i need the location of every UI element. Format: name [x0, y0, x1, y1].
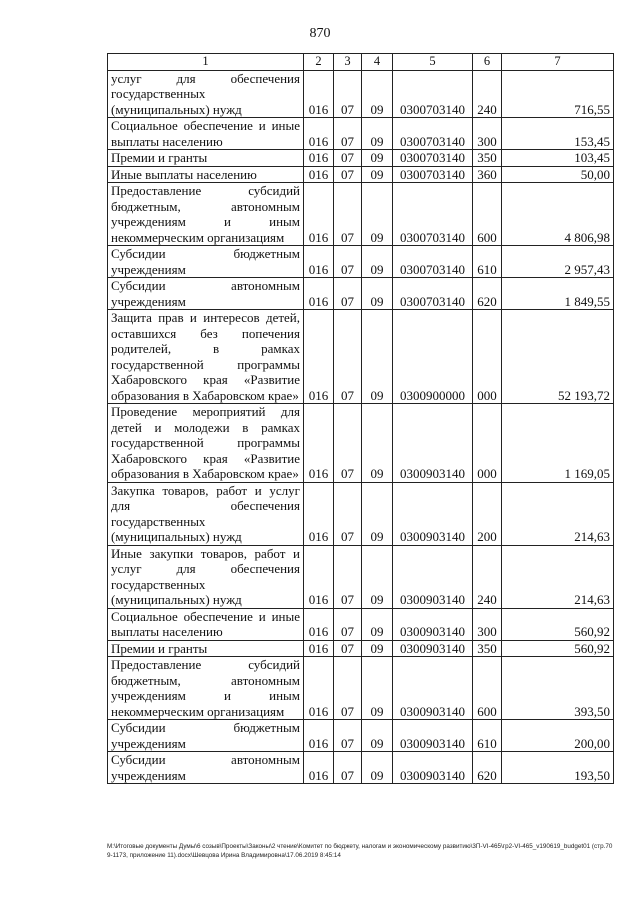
row-section: 07: [334, 70, 362, 118]
row-target-code: 0300703140: [393, 118, 473, 150]
row-target-code: 0300703140: [393, 183, 473, 246]
row-amount: 4 806,98: [502, 183, 614, 246]
row-expense-type: 000: [473, 404, 502, 483]
header-col-2: 2: [304, 54, 334, 71]
row-expense-type: 610: [473, 246, 502, 278]
table-row: [108, 608, 614, 640]
table-row: [108, 246, 614, 278]
row-section: 07: [334, 404, 362, 483]
row-amount: 393,50: [502, 657, 614, 720]
budget-table: [107, 53, 614, 784]
file-path-footer: M:\Итоговые документы Думы\6 созыв\Проекты\Законы\2 чтение\Комитет по бюджету, налогам и экономическому развитию\3П-VI-465\гр2-VI-465_v190619_budget01 (стр.709-1173, приложение 11).docx\Шевцова Ирина Владимировна\17.06.2019 8:45:14: [107, 843, 613, 859]
row-expense-type: 620: [473, 752, 502, 784]
row-target-code: 0300703140: [393, 166, 473, 183]
row-section: 07: [334, 608, 362, 640]
row-ministry: 016: [304, 482, 334, 545]
row-amount: 153,45: [502, 118, 614, 150]
row-subsection: 09: [362, 752, 393, 784]
row-ministry: 016: [304, 166, 334, 183]
row-ministry: 016: [304, 752, 334, 784]
row-target-code: 0300703140: [393, 278, 473, 310]
row-subsection: 09: [362, 640, 393, 657]
row-subsection: 09: [362, 545, 393, 608]
table-row: [108, 278, 614, 310]
row-section: 07: [334, 166, 362, 183]
row-target-code: 0300903140: [393, 608, 473, 640]
row-section: 07: [334, 482, 362, 545]
row-expense-type: 000: [473, 310, 502, 404]
row-ministry: 016: [304, 545, 334, 608]
row-subsection: 09: [362, 608, 393, 640]
row-amount: 1 849,55: [502, 278, 614, 310]
row-name: Иные закупки товаров, работ и услуг для обеспечения государственных (муниципальных) нужд: [108, 545, 304, 608]
row-amount: 103,45: [502, 150, 614, 167]
row-section: 07: [334, 278, 362, 310]
header-col-4: 4: [362, 54, 393, 71]
row-amount: 1 169,05: [502, 404, 614, 483]
row-target-code: 0300903140: [393, 640, 473, 657]
row-ministry: 016: [304, 70, 334, 118]
row-expense-type: 300: [473, 118, 502, 150]
row-expense-type: 360: [473, 166, 502, 183]
row-section: 07: [334, 310, 362, 404]
row-subsection: 09: [362, 70, 393, 118]
row-target-code: 0300903140: [393, 545, 473, 608]
row-amount: 716,55: [502, 70, 614, 118]
table-row: [108, 404, 614, 483]
header-row: [108, 54, 614, 71]
table-row: [108, 310, 614, 404]
row-name: Субсидии автономным учреждениям: [108, 278, 304, 310]
row-ministry: 016: [304, 640, 334, 657]
row-amount: 560,92: [502, 608, 614, 640]
row-section: 07: [334, 118, 362, 150]
row-amount: 560,92: [502, 640, 614, 657]
row-expense-type: 350: [473, 150, 502, 167]
table-row: [108, 70, 614, 118]
row-ministry: 016: [304, 310, 334, 404]
row-subsection: 09: [362, 482, 393, 545]
page-number: 870: [309, 26, 331, 41]
row-section: 07: [334, 640, 362, 657]
row-name: Закупка товаров, работ и услуг для обеспечения государственных (муниципальных) нужд: [108, 482, 304, 545]
row-ministry: 016: [304, 118, 334, 150]
table-row: [108, 752, 614, 784]
header-col-1: 1: [108, 54, 304, 71]
row-ministry: 016: [304, 278, 334, 310]
row-name: Защита прав и интересов детей, оставшихся без попечения родителей, в рамках государственной программы Хабаровского края «Развитие образования в Хабаровском крае»: [108, 310, 304, 404]
row-expense-type: 240: [473, 70, 502, 118]
row-target-code: 0300900000: [393, 310, 473, 404]
row-target-code: 0300703140: [393, 246, 473, 278]
row-subsection: 09: [362, 118, 393, 150]
row-name: Социальное обеспечение и иные выплаты населению: [108, 608, 304, 640]
table-row: [108, 657, 614, 720]
row-expense-type: 200: [473, 482, 502, 545]
row-amount: 200,00: [502, 720, 614, 752]
row-ministry: 016: [304, 246, 334, 278]
header-col-7: 7: [502, 54, 614, 71]
header-col-6: 6: [473, 54, 502, 71]
row-section: 07: [334, 752, 362, 784]
row-amount: 50,00: [502, 166, 614, 183]
row-ministry: 016: [304, 608, 334, 640]
row-subsection: 09: [362, 404, 393, 483]
row-name: Субсидии бюджетным учреждениям: [108, 720, 304, 752]
table-row: [108, 166, 614, 183]
row-section: 07: [334, 720, 362, 752]
row-name: Иные выплаты населению: [108, 166, 304, 183]
row-target-code: 0300903140: [393, 657, 473, 720]
row-subsection: 09: [362, 246, 393, 278]
row-name: Субсидии бюджетным учреждениям: [108, 246, 304, 278]
table-row: [108, 183, 614, 246]
row-ministry: 016: [304, 657, 334, 720]
row-section: 07: [334, 657, 362, 720]
row-name: услуг для обеспечения государственных (муниципальных) нужд: [108, 70, 304, 118]
row-ministry: 016: [304, 720, 334, 752]
row-name: Предоставление субсидий бюджетным, автономным учреждениям и иным некоммерческим организациям: [108, 657, 304, 720]
row-expense-type: 600: [473, 657, 502, 720]
table-row: [108, 640, 614, 657]
row-ministry: 016: [304, 404, 334, 483]
row-expense-type: 600: [473, 183, 502, 246]
row-target-code: 0300703140: [393, 70, 473, 118]
row-section: 07: [334, 183, 362, 246]
row-expense-type: 240: [473, 545, 502, 608]
row-ministry: 016: [304, 183, 334, 246]
row-subsection: 09: [362, 657, 393, 720]
row-subsection: 09: [362, 150, 393, 167]
row-name: Проведение мероприятий для детей и молодежи в рамках государственной программы Хабаровского края «Развитие образования в Хабаровском крае»: [108, 404, 304, 483]
header-col-5: 5: [393, 54, 473, 71]
row-subsection: 09: [362, 166, 393, 183]
row-expense-type: 300: [473, 608, 502, 640]
table-row: [108, 150, 614, 167]
table-row: [108, 545, 614, 608]
row-ministry: 016: [304, 150, 334, 167]
row-subsection: 09: [362, 278, 393, 310]
row-target-code: 0300903140: [393, 752, 473, 784]
table-row: [108, 118, 614, 150]
row-target-code: 0300703140: [393, 150, 473, 167]
row-subsection: 09: [362, 183, 393, 246]
row-amount: 214,63: [502, 482, 614, 545]
row-amount: 214,63: [502, 545, 614, 608]
row-target-code: 0300903140: [393, 404, 473, 483]
row-name: Премии и гранты: [108, 150, 304, 167]
row-name: Социальное обеспечение и иные выплаты населению: [108, 118, 304, 150]
row-expense-type: 350: [473, 640, 502, 657]
row-section: 07: [334, 545, 362, 608]
row-subsection: 09: [362, 310, 393, 404]
row-amount: 52 193,72: [502, 310, 614, 404]
row-target-code: 0300903140: [393, 720, 473, 752]
row-name: Субсидии автономным учреждениям: [108, 752, 304, 784]
row-amount: 2 957,43: [502, 246, 614, 278]
row-section: 07: [334, 150, 362, 167]
row-subsection: 09: [362, 720, 393, 752]
header-col-3: 3: [334, 54, 362, 71]
table-row: [108, 720, 614, 752]
row-name: Предоставление субсидий бюджетным, автономным учреждениям и иным некоммерческим организациям: [108, 183, 304, 246]
table-row: [108, 482, 614, 545]
row-amount: 193,50: [502, 752, 614, 784]
row-section: 07: [334, 246, 362, 278]
row-name: Премии и гранты: [108, 640, 304, 657]
row-target-code: 0300903140: [393, 482, 473, 545]
row-expense-type: 610: [473, 720, 502, 752]
row-expense-type: 620: [473, 278, 502, 310]
